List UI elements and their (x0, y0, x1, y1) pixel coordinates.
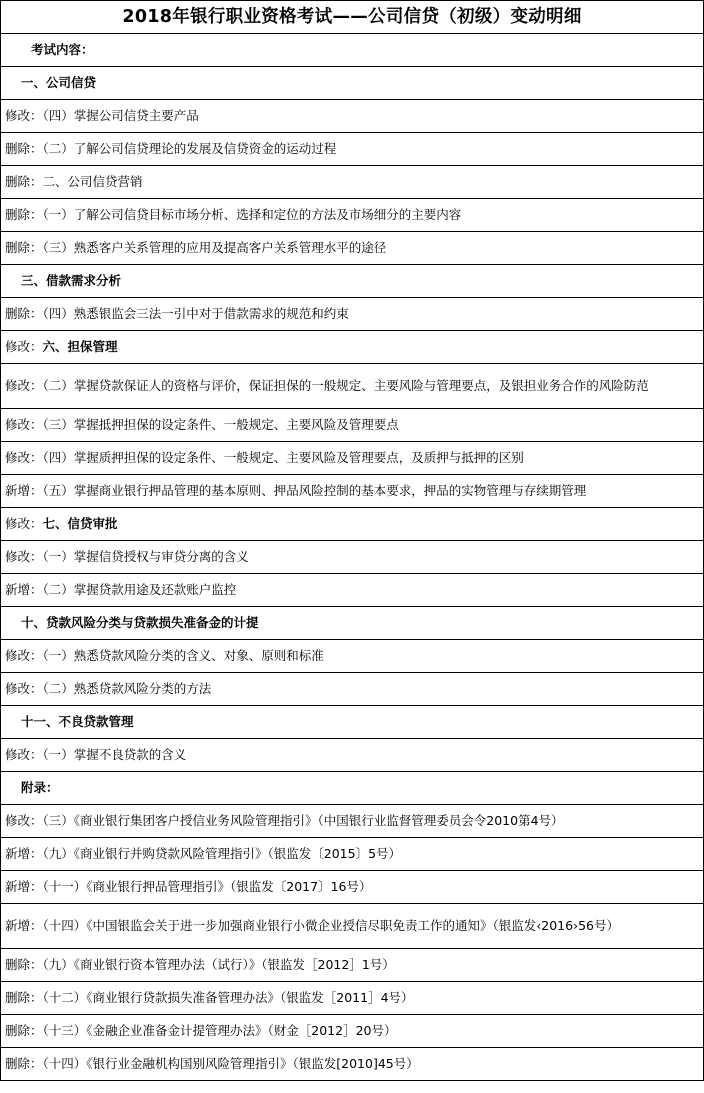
change-row (1, 739, 704, 772)
change-row (1, 541, 704, 574)
change-type-label: 修改： (5, 339, 43, 354)
change-row-content (5, 1053, 419, 1075)
change-item-text: 二、公司信贷营销 (42, 174, 143, 189)
change-type-label: 修改： (5, 516, 43, 531)
change-item-text: （一）熟悉贷款风险分类的含义、对象、原则和标准 (42, 648, 324, 663)
change-row-content (5, 810, 564, 832)
change-row-content (5, 237, 386, 259)
change-type-label: 修改： (5, 813, 43, 828)
change-row (1, 199, 704, 232)
change-row-content (5, 138, 336, 160)
change-row-content (5, 915, 619, 937)
change-row (1, 409, 704, 442)
change-item-text: （四）掌握质押担保的设定条件、一般规定、主要风险及管理要点，及质押与抵押的区别 (42, 450, 524, 465)
change-item-text: （十二）《商业银行贷款损失准备管理办法》（银监发［2011］4号） (42, 990, 414, 1005)
change-item-text: （三）熟悉客户关系管理的应用及提高客户关系管理水平的途径 (42, 240, 387, 255)
change-row-content (5, 954, 395, 976)
change-type-label: 新增： (5, 879, 43, 894)
change-type-label: 删除： (5, 207, 43, 222)
change-type-label: 修改： (5, 681, 43, 696)
change-row (1, 100, 704, 133)
change-row (1, 982, 704, 1015)
change-row-content (5, 645, 324, 667)
change-item-text: （九）《商业银行资本管理办法（试行）》（银监发［2012］1号） (42, 957, 395, 972)
section-heading-text: 一、公司信贷 (21, 75, 97, 90)
change-type-label: 修改： (5, 108, 43, 123)
change-type-label: 修改： (5, 450, 43, 465)
change-item-text: （三）掌握抵押担保的设定条件、一般规定、主要风险及管理要点 (42, 417, 399, 432)
section-heading-text: 十一、不良贷款管理 (21, 714, 134, 729)
page-title: 2018年银行职业资格考试——公司信贷（初级）变动明细 (1, 1, 704, 34)
change-row-content (5, 204, 461, 226)
change-type-label: 删除： (5, 1023, 43, 1038)
section-heading (1, 265, 704, 298)
change-row (1, 508, 704, 541)
section-heading (1, 772, 704, 805)
change-item-text: （四）熟悉银监会三法一引中对于借款需求的规范和约束 (42, 306, 349, 321)
change-row (1, 166, 704, 199)
change-row (1, 838, 704, 871)
change-type-label: 修改： (5, 378, 43, 393)
change-type-label: 修改： (5, 549, 43, 564)
change-row (1, 673, 704, 706)
change-item-text: （四）掌握公司信贷主要产品 (42, 108, 199, 123)
change-type-label: 新增： (5, 846, 43, 861)
change-type-label: 修改： (5, 747, 43, 762)
change-item-text: 七、信贷审批 (42, 516, 118, 531)
change-row-content (5, 303, 349, 325)
change-type-label: 删除： (5, 306, 43, 321)
change-item-text: （五）掌握商业银行押品管理的基本原则、押品风险控制的基本要求，押品的实物管理与存续期管理 (42, 483, 587, 498)
change-row (1, 298, 704, 331)
change-type-label: 修改： (5, 648, 43, 663)
change-row-content (5, 744, 186, 766)
change-row-content (5, 579, 236, 601)
change-row-content (5, 546, 249, 568)
change-item-text: （二）熟悉贷款风险分类的方法 (42, 681, 212, 696)
change-type-label: 删除： (5, 240, 43, 255)
change-row-content (5, 105, 199, 127)
change-row (1, 232, 704, 265)
change-row (1, 574, 704, 607)
change-row (1, 805, 704, 838)
change-type-label: 删除： (5, 957, 43, 972)
change-row (1, 1015, 704, 1048)
change-item-text: （一）了解公司信贷目标市场分析、选择和定位的方法及市场细分的主要内容 (42, 207, 462, 222)
change-item-text: （二）了解公司信贷理论的发展及信贷资金的运动过程 (42, 141, 337, 156)
section-heading-text: 考试内容： (31, 42, 94, 57)
section-heading (1, 607, 704, 640)
change-item-text: （三）《商业银行集团客户授信业务风险管理指引》（中国银行业监督管理委员会令2010第4号） (42, 813, 564, 828)
change-item-text: （十三）《金融企业准备金计提管理办法》（财金［2012］20号） (42, 1023, 397, 1038)
table-body (1, 34, 704, 1081)
change-row (1, 133, 704, 166)
change-type-label: 新增： (5, 483, 43, 498)
change-item-text: （十一）《商业银行押品管理指引》（银监发〔2017〕16号） (42, 879, 372, 894)
section-heading-text: 十、贷款风险分类与贷款损失准备金的计提 (21, 615, 259, 630)
change-row-content (5, 843, 401, 865)
change-type-label: 删除： (5, 174, 43, 189)
change-item-text: 六、担保管理 (42, 339, 118, 354)
change-row-content (5, 1020, 396, 1042)
change-type-label: 修改： (5, 417, 43, 432)
change-row (1, 904, 704, 949)
change-row (1, 475, 704, 508)
change-row-content (5, 414, 399, 436)
change-type-label: 删除： (5, 990, 43, 1005)
change-item-text: （二）掌握贷款用途及还款账户监控 (42, 582, 237, 597)
change-row-content (5, 171, 143, 193)
change-row-content (5, 876, 371, 898)
section-heading (1, 67, 704, 100)
change-row-content (5, 678, 211, 700)
change-row-content (5, 336, 118, 358)
change-item-text: （九）《商业银行并购贷款风险管理指引》（银监发〔2015〕5号） (42, 846, 402, 861)
change-item-text: （十四）《中国银监会关于进一步加强商业银行小微企业授信尽职免责工作的通知》（银监发‹2016›56号） (42, 918, 619, 933)
change-item-text: （十四）《银行业金融机构国别风险管理指引》（银监发[2010]45号） (42, 1056, 419, 1071)
change-row-content (5, 480, 586, 502)
change-row (1, 640, 704, 673)
change-row-content (5, 375, 649, 397)
section-heading (1, 706, 704, 739)
change-item-text: （二）掌握贷款保证人的资格与评价，保证担保的一般规定、主要风险与管理要点，及银担业务合作的风险防范 (42, 378, 649, 393)
change-row (1, 331, 704, 364)
section-heading (1, 34, 704, 67)
change-row-content (5, 513, 118, 535)
change-item-text: （一）掌握信贷授权与审贷分离的含义 (42, 549, 249, 564)
change-type-label: 删除： (5, 141, 43, 156)
change-type-label: 新增： (5, 582, 43, 597)
change-type-label: 删除： (5, 1056, 43, 1071)
change-row (1, 871, 704, 904)
change-row-content (5, 447, 524, 469)
change-row-content (5, 987, 414, 1009)
change-row (1, 949, 704, 982)
section-heading-text: 附录： (21, 780, 59, 795)
change-item-text: （一）掌握不良贷款的含义 (42, 747, 187, 762)
change-type-label: 新增： (5, 918, 43, 933)
section-heading-text: 三、借款需求分析 (21, 273, 122, 288)
change-row (1, 364, 704, 409)
change-row (1, 1048, 704, 1081)
change-row (1, 442, 704, 475)
